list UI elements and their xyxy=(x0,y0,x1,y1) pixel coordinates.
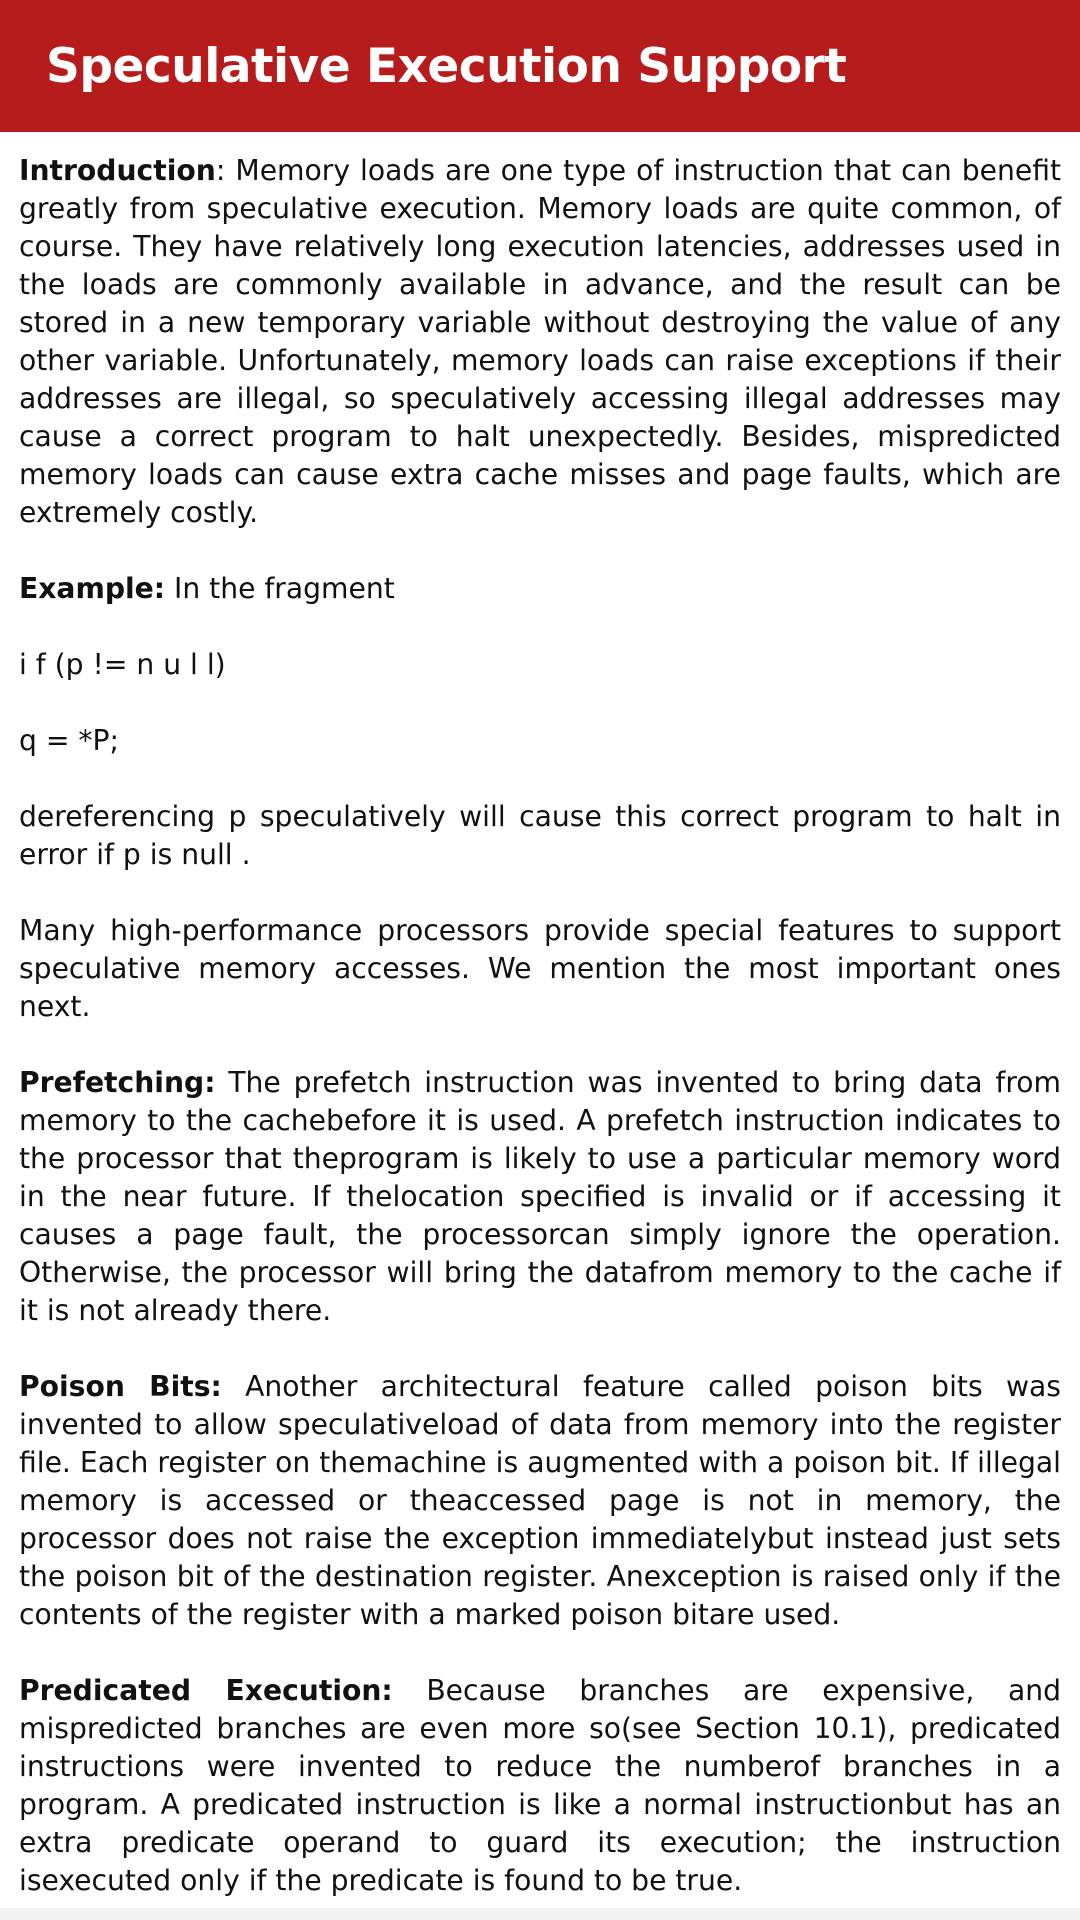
poison-bits-label: Poison Bits: xyxy=(19,1370,222,1403)
article-body xyxy=(0,132,1080,1900)
predicated-execution-paragraph xyxy=(19,1672,1061,1900)
code-line-1: i f (p != n u l l) xyxy=(19,648,226,681)
example-text: In the fragment xyxy=(165,572,395,605)
features-paragraph: Many high-performance processors provide special features to support speculative memory accesses. We mention the most important ones next. xyxy=(19,914,1061,1023)
predicated-execution-text: Because branches are expensive, and mispredicted branches are even more so(see Section 10.1), predicated instructions were invented to reduce the numberof branches in a program. A predicated instruction is like a normal instructionbut has an extra predicate operand to guard its execution; the instruction isexecuted only if the predicate is found to be true. xyxy=(19,1674,1061,1897)
prefetching-label: Prefetching: xyxy=(19,1066,216,1099)
example-paragraph xyxy=(19,570,1061,608)
bottom-edge xyxy=(0,1908,1080,1920)
prefetching-paragraph xyxy=(19,1064,1061,1330)
page-title: Speculative Execution Support xyxy=(46,38,847,94)
predicated-execution-label: Predicated Execution: xyxy=(19,1674,393,1707)
poison-bits-paragraph xyxy=(19,1368,1061,1634)
intro-label: Introduction xyxy=(19,154,216,187)
intro-paragraph xyxy=(19,152,1061,532)
intro-text: : Memory loads are one type of instruction that can benefit greatly from speculative execution. Memory loads are quite common, of course. They have relatively long execution latencies, addresses used in the loads are commonly available in advance, and the result can be stored in a new temporary variable without destroying the value of any other variable. Unfortunately, memory loads can raise exceptions if their addresses are illegal, so speculatively accessing illegal addresses may cause a correct program to halt unexpectedly. Besides, mispredicted memory loads can cause extra cache misses and page faults, which are extremely costly. xyxy=(19,154,1061,529)
code-line-2: q = *P; xyxy=(19,724,120,757)
dereference-paragraph: dereferencing p speculatively will cause this correct program to halt in error if p is null . xyxy=(19,800,1061,871)
title-bar xyxy=(0,0,1080,132)
example-label: Example: xyxy=(19,572,166,605)
poison-bits-text: Another architectural feature called poison bits was invented to allow speculativeload of data from memory into the register file. Each register on themachine is augmented with a poison bit. If illegal memory is accessed or theaccessed page is not in memory, the processor does not raise the exception immediatelybut instead just sets the poison bit of the destination register. Anexception is raised only if the contents of the register with a marked poison bitare used. xyxy=(19,1370,1061,1631)
prefetching-text: The prefetch instruction was invented to bring data from memory to the cachebefore it is used. A prefetch instruction indicates to the processor that theprogram is likely to use a particular memory word in the near future. If thelocation specified is invalid or if accessing it causes a page fault, the processorcan simply ignore the operation. Otherwise, the processor will bring the datafrom memory to the cache if it is not already there. xyxy=(19,1066,1061,1327)
